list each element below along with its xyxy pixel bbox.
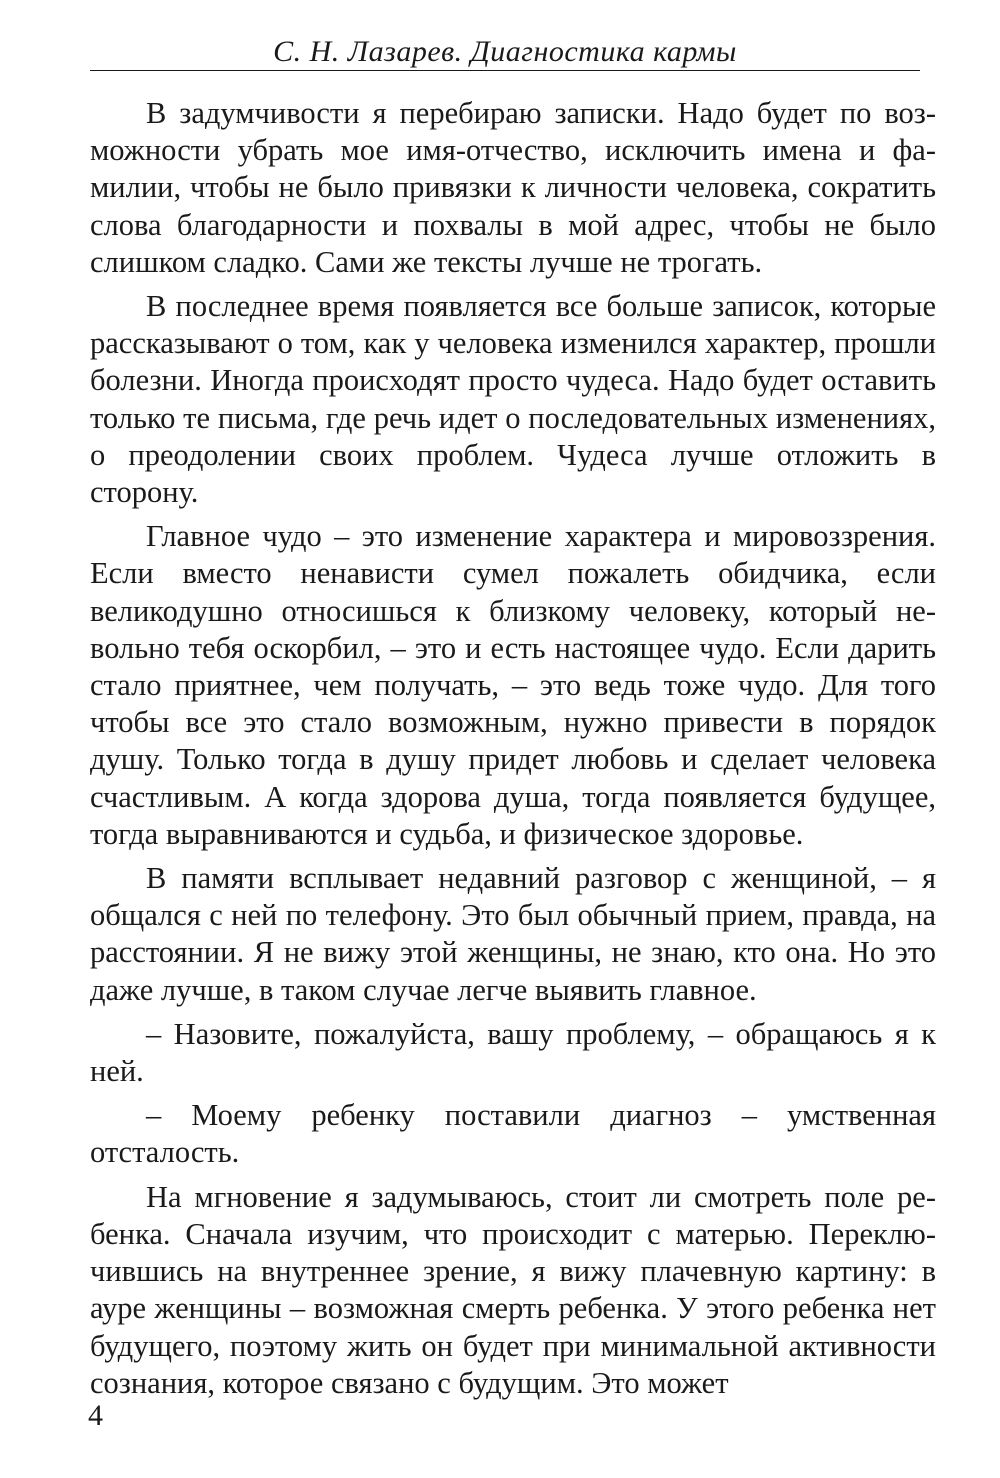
dialogue-line: – Моему ребенку поставили диагноз – умственная отсталость. xyxy=(90,1098,936,1170)
dialogue-line: – Назовите, пожалуйста, вашу проблему, – обращаюсь я к ней. xyxy=(90,1016,936,1089)
paragraph: Главное чудо – это изменение характера и мировоззрения. Если вместо ненависти сумел пожалеть обидчика, если великодушно относишься к близкому человеку, который невольно тебя оскорбил, – это и есть настоящее чудо. Если дарить стало приятнее, чем получать, – это ведь тоже чудо. Для того чтобы все это стало возможным, нужно привести в порядок душу. Только тогда в душу придет любовь и сделает человека счастливым. А когда здорова душа, тогда появляется будущее, тогда выравниваются и судьба, и физическое здоровье. xyxy=(90,519,936,851)
page-number: 4 xyxy=(88,1399,103,1432)
body-text xyxy=(90,95,936,1402)
running-head: С. Н. Лазарев. Диагностика кармы xyxy=(273,35,737,68)
header-rule xyxy=(90,70,920,71)
paragraph: На мгновение я задумываюсь, стоит ли смотреть поле ребенка. Сначала изучим, что происходит с матерью. Переключившись на внутреннее зрение, я вижу плачевную картину: в ауре женщины – возможная смерть ребенка. У этого ребенка нет будущего, поэтому жить он будет при минимальной активности сознания, которое связано с будущим. Это может xyxy=(90,1179,936,1400)
paragraph: В последнее время появляется все больше записок, которые рассказывают о том, как у человека изменился характер, прошли болезни. Иногда происходят просто чудеса. Надо будет оставить только те письма, где речь идет о последовательных изменениях, о преодолении своих проблем. Чудеса лучше отложить в сторону. xyxy=(90,289,936,510)
paragraph: В памяти всплывает недавний разговор с женщиной, – я общался с ней по телефону. Это был обычный прием, правда, на расстоянии. Я не вижу этой женщины, не знаю, кто она. Но это даже лучше, в таком случае легче выявить главное. xyxy=(90,861,936,1007)
paragraph: В задумчивости я перебираю записки. Надо будет по возможности убрать мое имя-отчество, исключить имена и фамилии, чтобы не было привязки к личности человека, сократить слова благодарности и похвалы в мой адрес, чтобы не было слишком сладко. Сами же тексты лучше не трогать. xyxy=(90,96,936,279)
